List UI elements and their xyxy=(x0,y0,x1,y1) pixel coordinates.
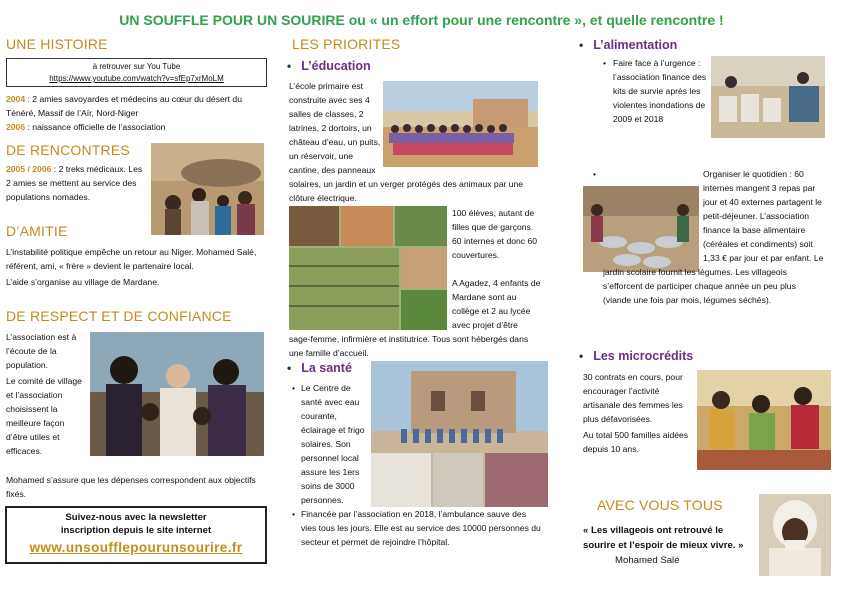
heading-avec-vous: AVEC VOUS TOUS xyxy=(597,497,723,513)
heading-education xyxy=(287,59,371,73)
history-2006-text: : naissance officielle de l’association xyxy=(25,122,166,132)
newsletter-line-2: inscription depuis le site internet xyxy=(60,525,212,536)
microcredits-text xyxy=(583,370,697,456)
meal-photo-spacer xyxy=(577,179,703,265)
heading-sante xyxy=(287,361,352,375)
bullet-icon: • xyxy=(579,38,584,52)
rencontres-text xyxy=(6,162,146,204)
year-2005-2006: 2005 / 2006 xyxy=(6,164,52,174)
amitie-paragraph-1: L’instabilité politique empêche un retour au Niger. Mohamed Salé, référent, ami, « frère » devient le partenaire local. xyxy=(6,247,257,271)
nomads-photo xyxy=(151,143,264,235)
alimentation-paragraph-2: Organiser le quotidien : 60 internes mangent 3 repas par jour et 40 externes partagent le petit-déjeuner. L’association finance la base alimentaire (céréales et condiments) soit 1,33 € par jour et par enfant. Le jardin scolaire fournit les légumes. Les villageois s’efforcent de participer chaque année un peu plus (viande une fois par mois, légumes séchés). xyxy=(603,169,824,305)
heading-alimentation-label: L’alimentation xyxy=(593,38,678,52)
school-photo xyxy=(383,81,538,167)
health-center-photo xyxy=(371,361,548,507)
quote-author: Mohamed Salé xyxy=(615,555,680,566)
heading-sante-label: La santé xyxy=(301,361,352,375)
sante-paragraph-1: Le Centre de santé avec eau courante, éclairage et frigo solaires. Son personnel local assure les 1ers soins de 3000 personnes. xyxy=(301,383,365,505)
bullet-small-icon: • xyxy=(292,383,296,393)
page-title: UN SOUFFLE POUR UN SOURIRE ou « un effort pour une rencontre », et quelle rencontre ! xyxy=(119,12,724,28)
garden-photo-spacer xyxy=(289,276,452,332)
bullet-icon: • xyxy=(287,361,292,375)
respect-paragraph-3: Mohamed s’assure que les dépenses correspondent aux objectifs fixés. xyxy=(6,475,256,499)
website-link[interactable]: www.unsoufflepourunsourire.fr xyxy=(29,540,243,555)
education-paragraph-3-wrap xyxy=(289,276,541,360)
newsletter-box xyxy=(5,506,267,564)
youtube-link[interactable]: https://www.youtube.com/watch?v=sfEp7xrMoLM xyxy=(49,74,224,83)
history-text xyxy=(6,92,268,134)
bullet-small-icon: • xyxy=(292,509,296,519)
respect-text xyxy=(6,330,88,458)
rencontres-desc: : 2 treks médicaux. Les 2 amies se mettent au service des populations nomades. xyxy=(6,164,143,202)
amitie-paragraph-2: L’aide s’organise au village de Mardane. xyxy=(6,277,160,287)
sante-item-2 xyxy=(292,507,543,549)
history-2004-text: : 2 amies savoyardes et médecins au cœur du désert du Ténéré, Massif de l’Aïr, Nord-Niger xyxy=(6,94,242,118)
youtube-box xyxy=(6,58,267,87)
amitie-text xyxy=(6,245,264,289)
quote-text: « Les villageois ont retrouvé le sourire et l’espoir de mieux vivre. » xyxy=(583,525,744,551)
heading-education-label: L’éducation xyxy=(301,59,371,73)
year-2004: 2004 xyxy=(6,94,26,104)
heading-amitie: D’AMITIE xyxy=(6,223,68,239)
year-2006: 2006 xyxy=(6,122,26,132)
quote-block xyxy=(583,523,751,568)
mohamed-photo xyxy=(759,494,831,576)
education-paragraph-3: A Agadez, 4 enfants de Mardane sont au collège et 2 au lycée avec projet d’être sage-femme, infirmière et institutrice. Tous sont hébergés dans une famille d’accueil. xyxy=(289,278,541,358)
alimentation-item-2-wrap xyxy=(603,167,825,307)
heading-alimentation xyxy=(579,38,677,52)
women-photo xyxy=(90,332,264,456)
education-paragraph-2: 100 élèves, autant de filles que de garçons. 60 internes et donc 60 couvertures. xyxy=(452,208,538,260)
alimentation-item-1 xyxy=(603,56,709,126)
respect-paragraph-2: Le comité de village et l’association choisissent la meilleure façon d’être utiles et efficaces. xyxy=(6,376,82,456)
history-2004 xyxy=(6,92,268,120)
newsletter-line-1: Suivez-nous avec la newsletter xyxy=(65,512,207,523)
bullet-icon: • xyxy=(579,349,584,363)
bullet-small-icon: • xyxy=(593,169,597,179)
heading-rencontres: DE RENCONTRES xyxy=(6,142,130,158)
bullet-small-icon: • xyxy=(603,58,607,68)
youtube-caption: à retrouver sur You Tube xyxy=(92,62,181,71)
survival-kits-photo xyxy=(711,56,825,138)
artisans-photo xyxy=(697,370,831,470)
sante-paragraph-2: Financée par l’association en 2018, l’ambulance sauve des vies tous les jours. Elle est au service des 10000 personnes du secteur et permet de rejoindre l’hôpital. xyxy=(301,509,541,547)
heading-histoire: UNE HISTOIRE xyxy=(6,36,108,52)
history-2006 xyxy=(6,120,268,134)
heading-respect: DE RESPECT ET DE CONFIANCE xyxy=(6,308,232,324)
alimentation-paragraph-1: Faire face à l’urgence : l’association finance des kits de survie après les violentes inondations de 2009 et 2018 xyxy=(613,58,707,124)
microcredits-paragraph-2: Au total 500 familles aidées depuis 10 ans. xyxy=(583,430,689,454)
microcredits-paragraph-1: 30 contrats en cours, pour encourager l’activité artisanale des femmes les plus défavorisées. xyxy=(583,372,683,424)
respect-paragraph-1: L’association est à l’écoute de la population. xyxy=(6,332,77,370)
heading-microcredits xyxy=(579,349,693,363)
column-histoire xyxy=(6,36,271,555)
bullet-icon: • xyxy=(287,59,292,73)
heading-microcredits-label: Les microcrédits xyxy=(593,349,694,363)
education-paragraph-1: L’école primaire est construite avec ses 4 salles de classes, 2 latrines, 2 dortoirs, un château d’eau, un puits, un réservoir, une cantine, des panneaux solaires, un jardin et un verger protégés des animaux par une clôture électrique. xyxy=(289,81,524,203)
heading-priorites: LES PRIORITES xyxy=(292,36,401,52)
